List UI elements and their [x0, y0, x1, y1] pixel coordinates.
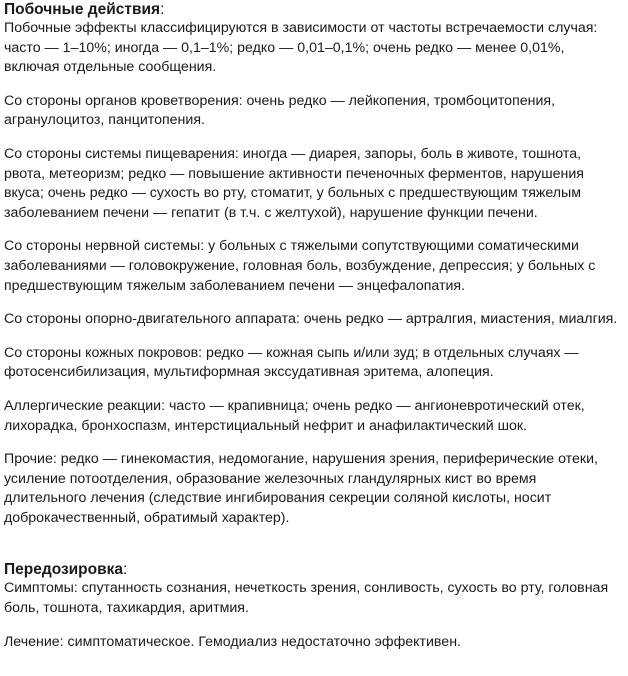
other-effects: Прочие: редко — гинекомастия, недомогание, нарушения зрения, периферические отеки, усиление потоотделения, образование железочных гландулярных кист во время длительного лечения (следствие ингибирования секреции соляной кислоты, носит доброкачественный, обратимый характер). [4, 451, 598, 526]
overdose-title-colon: : [123, 561, 128, 579]
overdose-title: Передозировка [4, 561, 124, 579]
hematopoietic-effects: Со стороны органов кроветворения: очень редко — лейкопения, тромбоцитопения, агранулоцитоз, панцитопения. [4, 92, 556, 129]
side-effects-title: Побочные действия [4, 1, 161, 18]
allergic-reactions: Аллергические реакции: часто — крапивница; очень редко — ангионевротический отек, лихорадка, бронхоспазм, интерстициальный нефрит и анафилактический шок. [4, 397, 585, 434]
side-effects-heading [4, 0, 622, 19]
document [4, 0, 622, 652]
musculoskeletal-effects: Со стороны опорно-двигательного аппарата: очень редко — артралгия, миастения, миалгия. [4, 311, 618, 328]
overdose-treatment: Лечение: симптоматическое. Гемодиализ недостаточно эффективен. [4, 633, 461, 650]
side-effects-title-colon: : [160, 1, 165, 18]
overdose-heading [4, 560, 622, 579]
overdose-symptoms: Симптомы: спутанность сознания, нечеткость зрения, сонливость, сухость во рту, головная боль, тошнота, тахикардия, аритмия. [4, 580, 609, 617]
skin-effects: Со стороны кожных покровов: редко — кожная сыпь и/или зуд; в отдельных случаях — фотосенсибилизация, мультиформная экссудативная эритема, алопеция. [4, 344, 579, 381]
digestive-effects: Со стороны системы пищеварения: иногда — диарея, запоры, боль в животе, тошнота, рвота, метеоризм; редко — повышение активности печеночных ферментов, нарушения вкуса; очень редко — сухость во рту, стоматит, у больных с предшествующим тяжелым заболеванием печени — гепатит (в т.ч. с желтухой), нарушение функции печени. [4, 145, 584, 221]
side-effects-intro: Побочные эффекты классифицируются в зависимости от частоты встречаемости случая: часто — 1–10%; иногда — 0,1–1%; редко — 0,01–0,1%; очень редко — менее 0,01%, включая отдельные сообщения. [4, 20, 598, 76]
nervous-effects: Со стороны нервной системы: у больных с тяжелыми сопутствующими соматическими заболеваниями — головокружение, головная боль, возбуждение, депрессия; у больных с предшествующим тяжелым заболеванием печени — энцефалопатия. [4, 238, 596, 294]
